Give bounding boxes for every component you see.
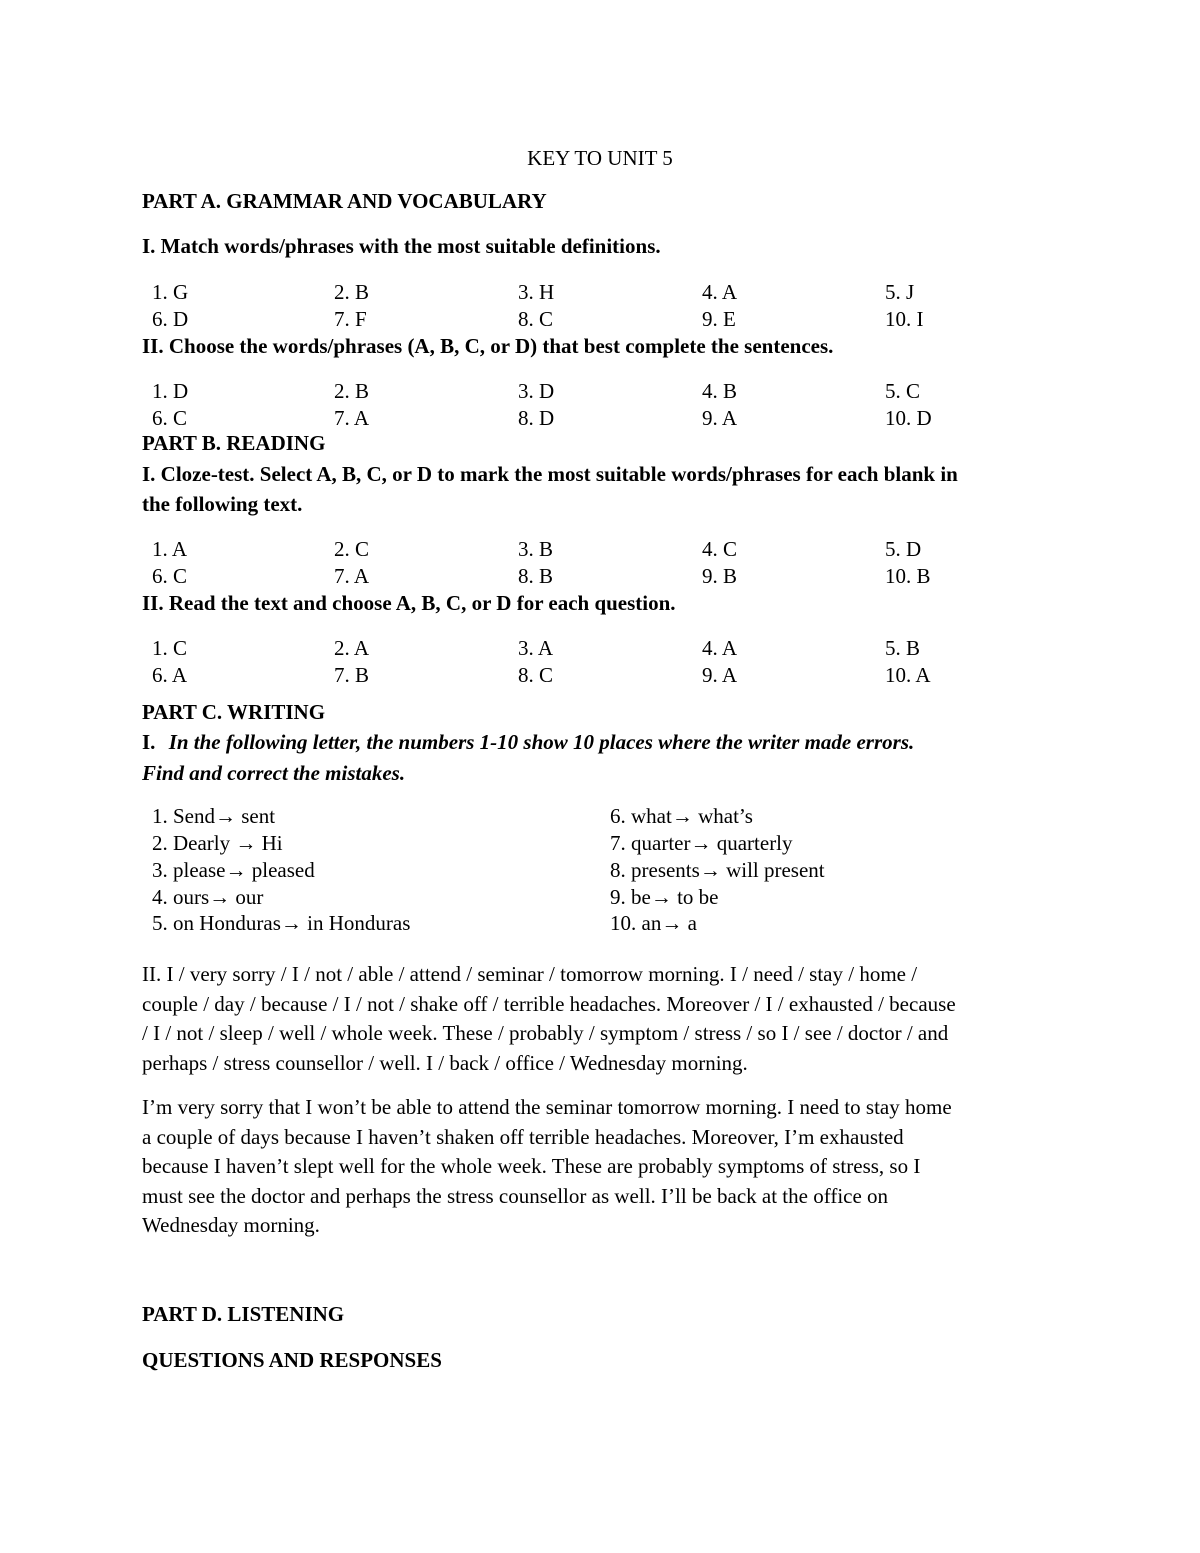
part-c-section-2-prompt xyxy=(142,960,1062,1078)
correct-word: to be xyxy=(671,885,719,909)
part-a-heading: PART A. GRAMMAR AND VOCABULARY xyxy=(142,189,547,213)
answer-item: 3. A xyxy=(518,636,554,660)
wrong-word: 3. please xyxy=(152,858,226,882)
arrow-icon: → xyxy=(209,885,231,909)
answer-item: 6. C xyxy=(152,406,188,430)
answer-item: 2. B xyxy=(334,280,370,304)
answer-line: I’m very sorry that I won’t be able to attend the seminar tomorrow morning. I need to stay home xyxy=(142,1095,952,1119)
correction-item xyxy=(610,887,718,908)
answer-item: 7. B xyxy=(334,663,370,687)
arrow-icon: → xyxy=(671,804,693,828)
wrong-word: 4. ours xyxy=(152,885,210,909)
wrong-word: 7. quarter xyxy=(610,831,691,855)
correct-word: what’s xyxy=(692,804,753,828)
part-c-heading: PART C. WRITING xyxy=(142,700,326,724)
answer-item: 9. B xyxy=(702,564,738,588)
answer-item: 6. A xyxy=(152,663,188,687)
answer-item: 5. C xyxy=(885,379,921,403)
part-c-section-2-answer xyxy=(142,1093,1062,1241)
prompt-line: / I / not / sleep / well / whole week. These / probably / symptom / stress / so I / see / doctor / and xyxy=(142,1021,949,1045)
part-a-section-2-heading: II. Choose the words/phrases (A, B, C, or D) that best complete the sentences. xyxy=(142,334,834,358)
answer-item: 8. D xyxy=(518,406,555,430)
answer-item: 2. C xyxy=(334,537,370,561)
part-a-section-1-heading: I. Match words/phrases with the most suitable definitions. xyxy=(142,234,661,258)
correct-word: in Honduras xyxy=(301,911,411,935)
correct-word: pleased xyxy=(246,858,315,882)
part-b-section-1-heading-line-2: the following text. xyxy=(142,492,303,516)
answer-item: 2. A xyxy=(334,636,370,660)
correct-word: sent xyxy=(236,804,276,828)
answer-item: 9. A xyxy=(702,406,738,430)
answer-item: 4. A xyxy=(702,636,738,660)
answer-item: 7. A xyxy=(334,406,370,430)
correction-item xyxy=(152,806,275,827)
page-title: KEY TO UNIT 5 xyxy=(527,146,673,170)
answer-item: 10. A xyxy=(885,663,931,687)
answer-item: 10. D xyxy=(885,406,932,430)
wrong-word: 5. on Honduras xyxy=(152,911,281,935)
answer-item: 7. F xyxy=(334,307,367,331)
correction-item xyxy=(152,860,315,881)
wrong-word: 10. an xyxy=(610,911,662,935)
answer-item: 9. E xyxy=(702,307,736,331)
arrow-icon: → xyxy=(225,858,247,882)
correct-word: will present xyxy=(720,858,825,882)
section-label: I. xyxy=(142,730,156,754)
prompt-line: couple / day / because / I / not / shake off / terrible headaches. Moreover / I / exhausted / because xyxy=(142,991,956,1016)
answer-line: must see the doctor and perhaps the stress counsellor as well. I’ll be back at the office on xyxy=(142,1183,889,1208)
answer-item: 5. J xyxy=(885,280,915,304)
wrong-word: 1. Send xyxy=(152,804,215,828)
answer-item: 5. D xyxy=(885,537,922,561)
answer-item: 5. B xyxy=(885,636,921,660)
correction-item xyxy=(610,806,753,827)
wrong-word: 8. presents xyxy=(610,858,700,882)
answer-item: 3. H xyxy=(518,280,555,304)
instruction-line-1: In the following letter, the numbers 1-10 show 10 places where the writer made errors. xyxy=(168,730,915,754)
answer-item: 7. A xyxy=(334,564,370,588)
answer-item: 1. D xyxy=(152,379,189,403)
instruction-line-2: Find and correct the mistakes. xyxy=(142,761,406,785)
part-d-heading: PART D. LISTENING xyxy=(142,1302,345,1326)
correct-word: a xyxy=(682,911,697,935)
answer-item: 1. G xyxy=(152,280,189,304)
answer-item: 1. A xyxy=(152,537,188,561)
answer-item: 1. C xyxy=(152,636,188,660)
correction-item xyxy=(152,833,283,854)
answer-item: 10. B xyxy=(885,564,931,588)
answer-item: 8. C xyxy=(518,307,554,331)
part-b-section-1-heading-line-1: I. Cloze-test. Select A, B, C, or D to mark the most suitable words/phrases for each blank in xyxy=(142,462,958,486)
correction-item xyxy=(610,860,825,881)
answer-item: 4. C xyxy=(702,537,738,561)
answer-item: 2. B xyxy=(334,379,370,403)
correction-item xyxy=(152,887,263,908)
answer-item: 4. B xyxy=(702,379,738,403)
arrow-icon: → xyxy=(690,831,712,855)
correct-word: Hi xyxy=(256,831,283,855)
prompt-line: II. I / very sorry / I / not / able / attend / seminar / tomorrow morning. I / need / stay / home / xyxy=(142,962,918,986)
part-b-section-2-heading: II. Read the text and choose A, B, C, or D for each question. xyxy=(142,591,676,615)
answer-item: 9. A xyxy=(702,663,738,687)
answer-line: because I haven’t slept well for the whole week. These are probably symptoms of stress, so I xyxy=(142,1154,921,1178)
part-c-section-1-instruction xyxy=(142,732,914,753)
answer-item: 6. C xyxy=(152,564,188,588)
wrong-word: 9. be xyxy=(610,885,651,909)
prompt-line: perhaps / stress counsellor / well. I / back / office / Wednesday morning. xyxy=(142,1050,748,1075)
arrow-icon: → xyxy=(215,804,236,828)
part-d-subheading: QUESTIONS AND RESPONSES xyxy=(142,1348,442,1372)
correction-item xyxy=(610,833,793,854)
answer-item: 4. A xyxy=(702,280,738,304)
arrow-icon: → xyxy=(661,911,683,935)
wrong-word: 6. what xyxy=(610,804,672,828)
part-b-heading: PART B. READING xyxy=(142,431,326,455)
correction-item xyxy=(152,913,410,934)
answer-item: 8. C xyxy=(518,663,554,687)
arrow-icon: → xyxy=(280,911,302,935)
arrow-icon: → xyxy=(699,858,721,882)
answer-item: 10. I xyxy=(885,307,924,331)
arrow-icon: → xyxy=(650,885,672,909)
correction-item xyxy=(610,913,697,934)
answer-item: 6. D xyxy=(152,307,189,331)
answer-line: Wednesday morning. xyxy=(142,1213,320,1237)
answer-item: 3. D xyxy=(518,379,555,403)
answer-item: 3. B xyxy=(518,537,554,561)
answer-line: a couple of days because I haven’t shaken off terrible headaches. Moreover, I’m exhausted xyxy=(142,1124,904,1149)
wrong-word: 2. Dearly xyxy=(152,831,236,855)
correct-word: quarterly xyxy=(711,831,793,855)
answer-item: 8. B xyxy=(518,564,554,588)
correct-word: our xyxy=(230,885,264,909)
arrow-icon: → xyxy=(235,831,257,855)
